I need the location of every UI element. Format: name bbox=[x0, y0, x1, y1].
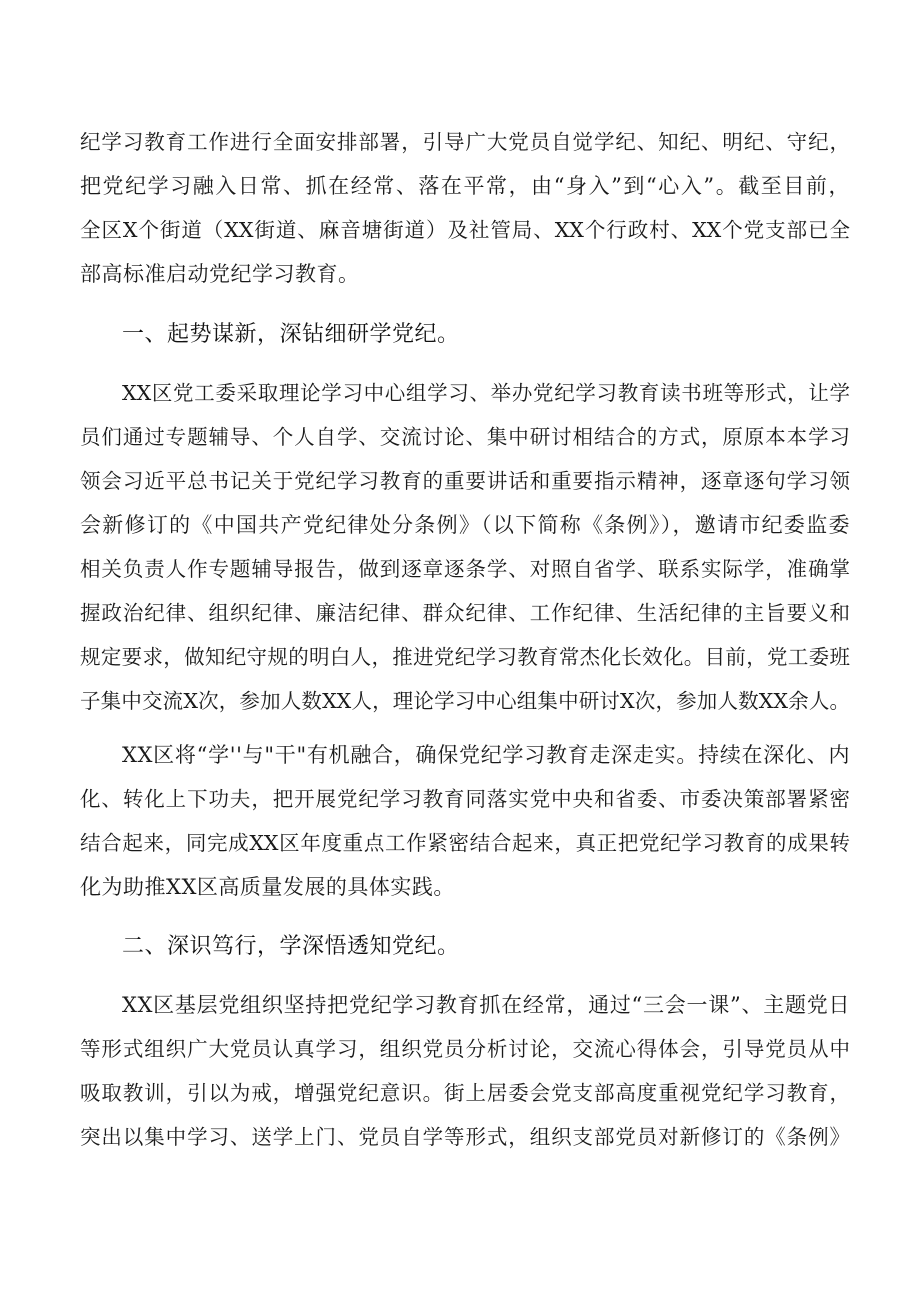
text-line: 把党纪学习融入日常、抓在经常、落在平常，由“身入”到“心入”。截至目前， bbox=[80, 174, 850, 198]
text-line: 吸取教训，引以为戒，增强党纪意识。街上居委会党支部高度重视党纪学习教育， bbox=[80, 1081, 850, 1105]
text-line: 等形式组织广大党员认真学习，组织党员分析讨论，交流心得体会，引导党员从中 bbox=[80, 1037, 850, 1061]
text-line: 化为助推XX区高质量发展的具体实践。 bbox=[80, 875, 455, 899]
text-line: 化、转化上下功夫，把开展党纪学习教育同落实党中央和省委、市委决策部署紧密 bbox=[80, 787, 850, 811]
text-line: 子集中交流X次，参加人数XX人，理论学习中心组集中研讨X次，参加人数XX余人。 bbox=[80, 689, 850, 713]
text-line: XX区党工委采取理论学习中心组学习、举办党纪学习教育读书班等形式，让学 bbox=[122, 381, 850, 405]
text-line: XX区将“学''与"干"有机融合，确保党纪学习教育走深走实。持续在深化、内 bbox=[122, 743, 850, 767]
text-line: 握政治纪律、组织纪律、廉洁纪律、群众纪律、工作纪律、生活纪律的主旨要义和 bbox=[80, 601, 850, 625]
text-line: 结合起来，同完成XX区年度重点工作紧密结合起来，真正把党纪学习教育的成果转 bbox=[80, 831, 850, 855]
section-heading-1: 一、起势谋新，深钻细研学党纪。 bbox=[122, 322, 460, 347]
text-line: 相关负责人作专题辅导报告，做到逐章逐条学、对照自省学、联系实际学，准确掌 bbox=[80, 557, 850, 581]
text-line: XX区基层党组织坚持把党纪学习教育抓在经常，通过“三会一课”、主题党日 bbox=[122, 993, 850, 1017]
text-line: 员们通过专题辅导、个人自学、交流讨论、集中研讨相结合的方式，原原本本学习 bbox=[80, 425, 850, 449]
section-heading-2: 二、深识笃行，学深悟透知党纪。 bbox=[122, 934, 460, 959]
text-line: 全区X个街道（XX街道、麻音塘街道）及社管局、XX个行政村、XX个党支部已全 bbox=[80, 218, 850, 242]
text-line: 突出以集中学习、送学上门、党员自学等形式，组织支部党员对新修订的《条例》 bbox=[80, 1125, 850, 1149]
text-line: 领会习近平总书记关于党纪学习教育的重要讲话和重要指示精神，逐章逐句学习领 bbox=[80, 469, 850, 493]
text-line: 纪学习教育工作进行全面安排部署，引导广大党员自觉学纪、知纪、明纪、守纪， bbox=[80, 130, 850, 154]
text-line: 规定要求，做知纪守规的明白人，推进党纪学习教育常杰化长效化。目前，党工委班 bbox=[80, 645, 850, 669]
text-line: 部高标准启动党纪学习教育。 bbox=[80, 262, 360, 286]
text-line: 会新修订的《中国共产党纪律处分条例》（以下简称《条例》），邀请市纪委监委 bbox=[80, 513, 850, 537]
